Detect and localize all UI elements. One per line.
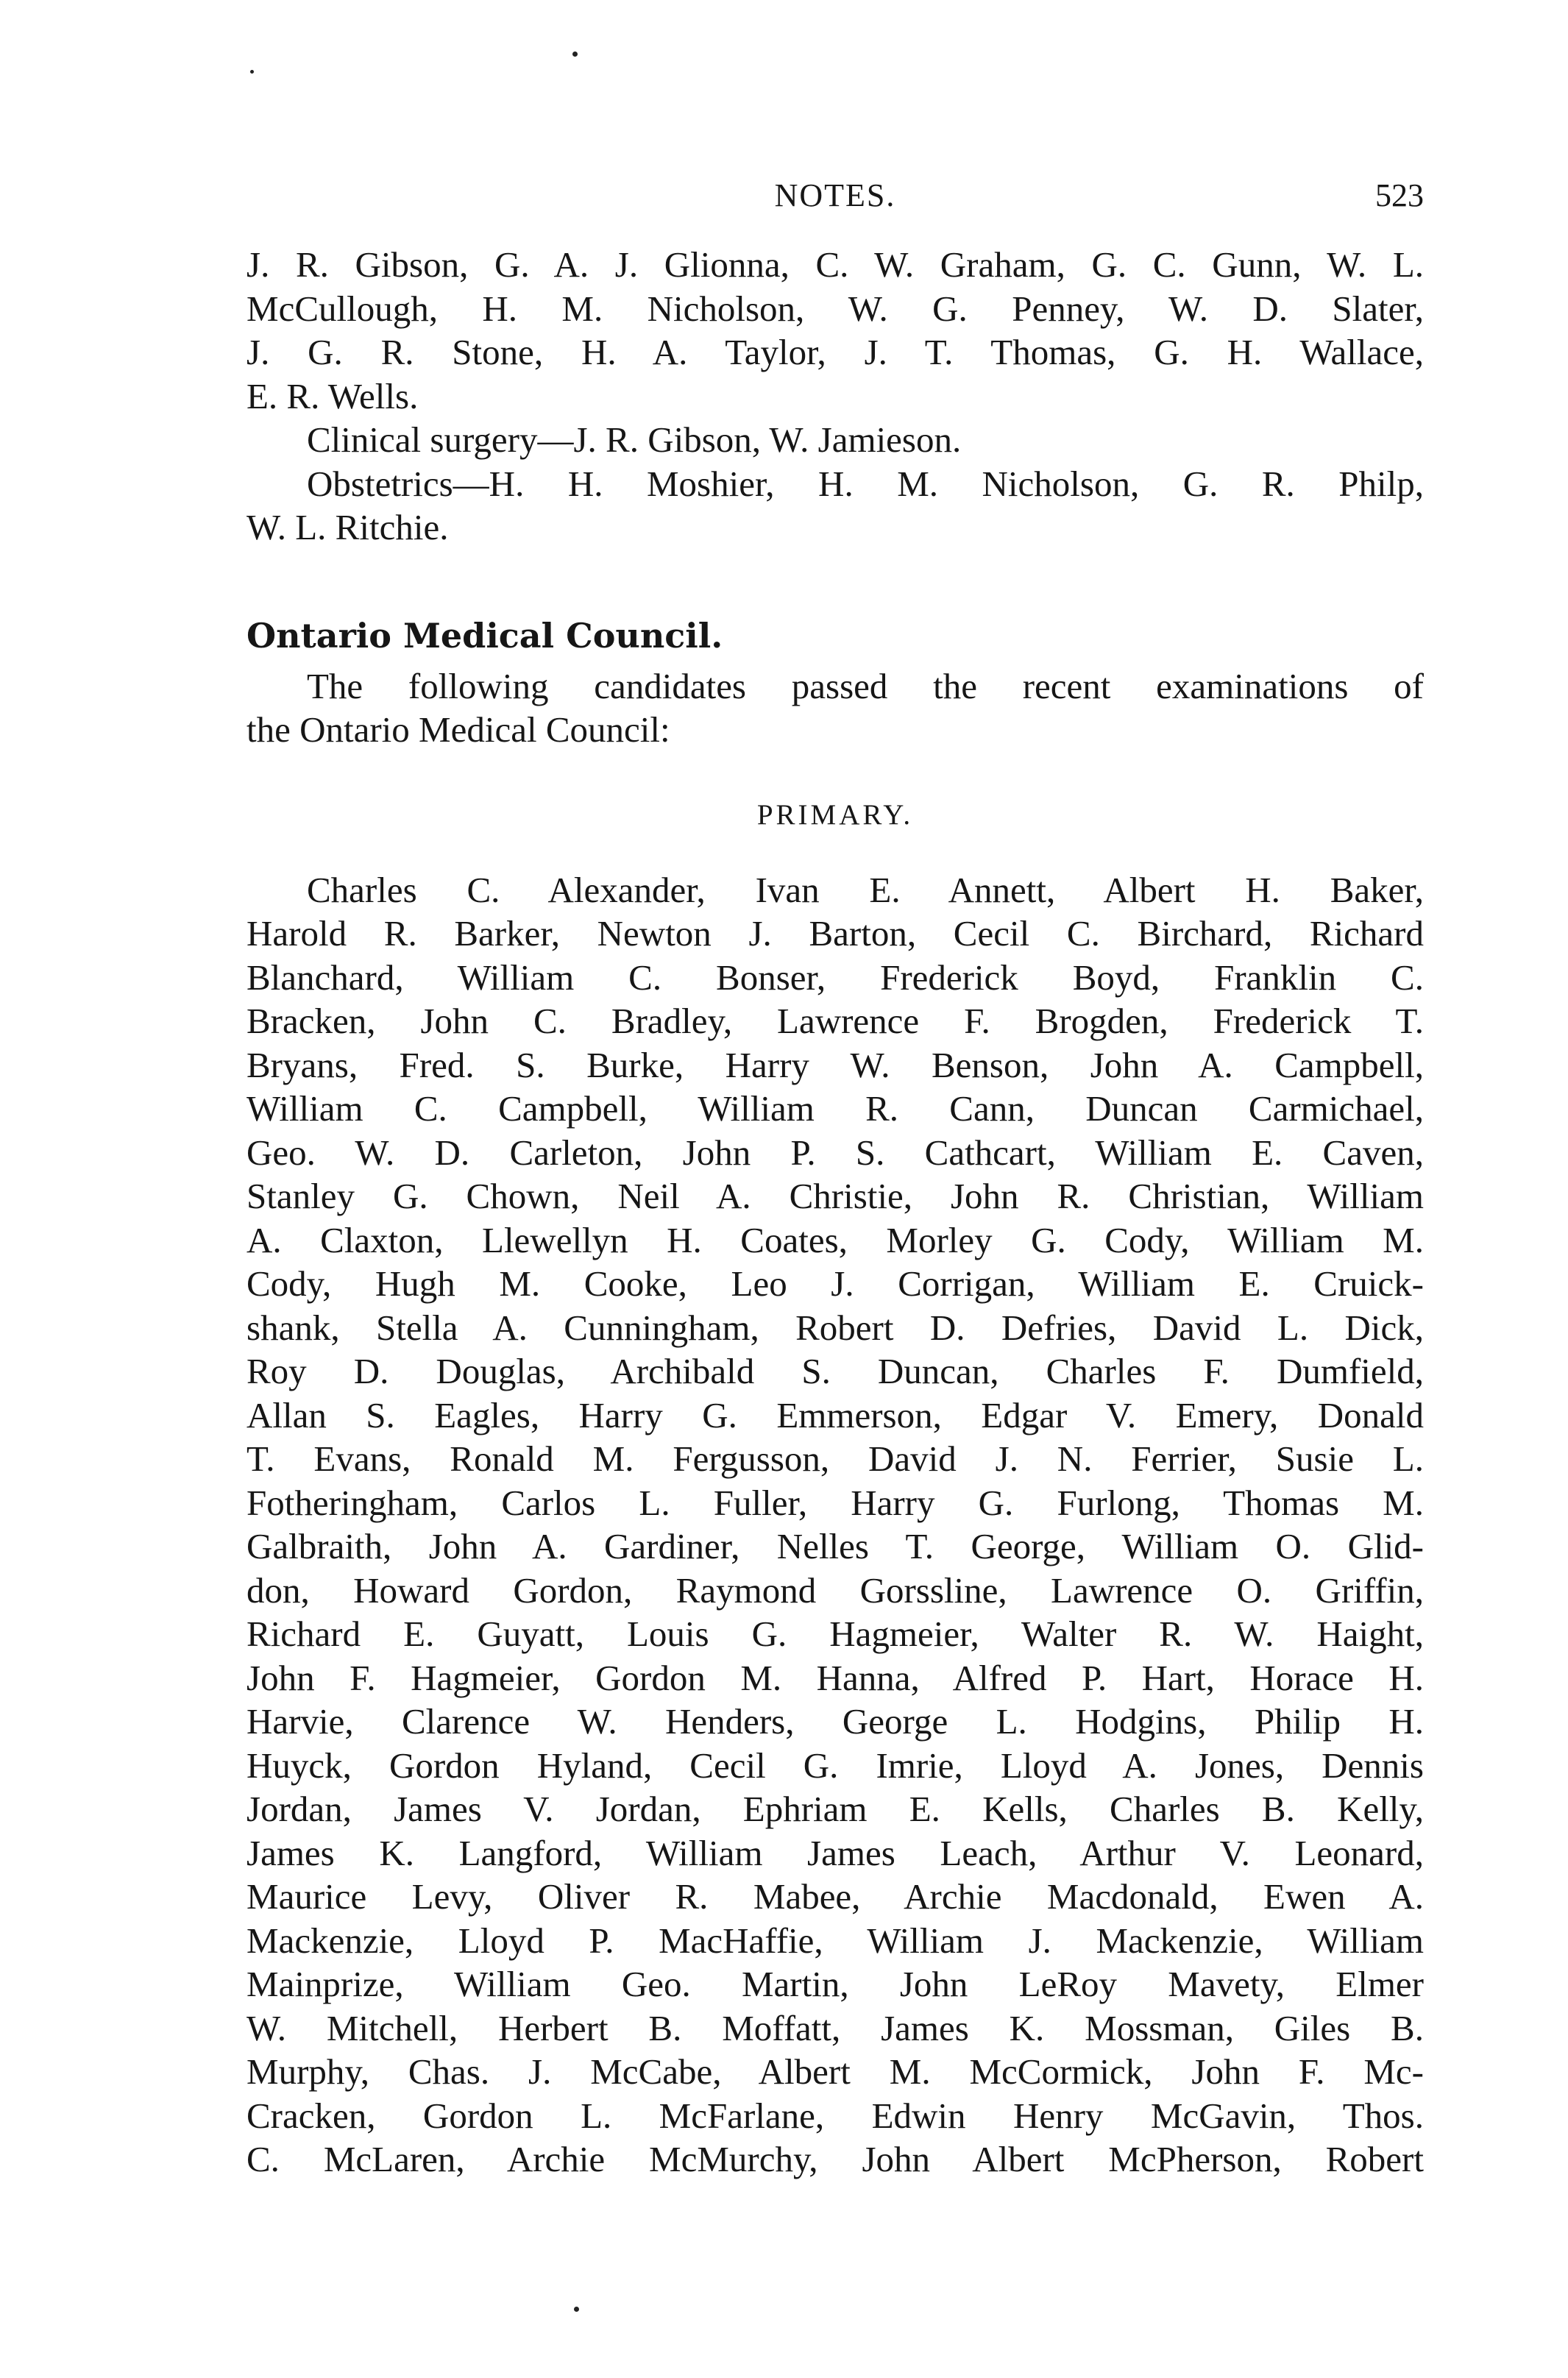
speck-mark — [250, 70, 254, 74]
running-head — [246, 177, 1424, 243]
names-line: Jordan, James V. Jordan, Ephriam E. Kells, Charles B. Kelly, — [246, 1789, 1424, 1829]
speck-mark — [572, 52, 578, 57]
names-line: John F. Hagmeier, Gordon M. Hanna, Alfred P. Hart, Horace H. — [246, 1657, 1424, 1698]
section-intro-line: the Ontario Medical Council: — [246, 709, 670, 750]
names-line: Allan S. Eagles, Harry G. Emmerson, Edgar V. Emery, Donald — [246, 1394, 1424, 1435]
obstetrics-line: Obstetrics—H. H. Moshier, H. M. Nicholson, G. R. Philp, — [307, 463, 1424, 504]
names-line: don, Howard Gordon, Raymond Gorssline, Lawrence O. Griffin, — [246, 1569, 1424, 1611]
names-line: Charles C. Alexander, Ivan E. Annett, Albert H. Baker, — [307, 869, 1424, 910]
names-line: Harvie, Clarence W. Henders, George L. Hodgins, Philip H. — [246, 1701, 1424, 1742]
names-line: Huyck, Gordon Hyland, Cecil G. Imrie, Lloyd A. Jones, Dennis — [246, 1745, 1424, 1786]
speck-mark — [574, 2307, 579, 2312]
text-line: J. G. R. Stone, H. A. Taylor, J. T. Thomas, G. H. Wallace, — [246, 332, 1424, 372]
names-line: shank, Stella A. Cunningham, Robert D. Defries, David L. Dick, — [246, 1307, 1424, 1348]
names-line: Murphy, Chas. J. McCabe, Albert M. McCormick, John F. Mc- — [246, 2051, 1424, 2092]
names-line: Cracken, Gordon L. McFarlane, Edwin Henry McGavin, Thos. — [246, 2095, 1424, 2136]
names-line: T. Evans, Ronald M. Fergusson, David J. N. Ferrier, Susie L. — [246, 1438, 1424, 1479]
names-line: William C. Campbell, William R. Cann, Duncan Carmichael, — [246, 1088, 1424, 1129]
names-line: Galbraith, John A. Gardiner, Nelles T. George, William O. Glid- — [246, 1526, 1424, 1566]
running-title: NOTES. — [774, 177, 896, 213]
names-line: Bryans, Fred. S. Burke, Harry W. Benson, John A. Campbell, — [246, 1044, 1424, 1085]
names-line: Fotheringham, Carlos L. Fuller, Harry G. Furlong, Thomas M. — [246, 1482, 1424, 1523]
names-line: Bracken, John C. Bradley, Lawrence F. Brogden, Frederick T. — [246, 1001, 1424, 1041]
names-line: C. McLaren, Archie McMurchy, John Albert McPherson, Robert — [246, 2139, 1424, 2179]
text-line: J. R. Gibson, G. A. J. Glionna, C. W. Graham, G. C. Gunn, W. L. — [246, 244, 1424, 285]
names-line: Cody, Hugh M. Cooke, Leo J. Corrigan, William E. Cruick- — [246, 1263, 1424, 1304]
text-line: E. R. Wells. — [246, 375, 419, 416]
names-line: Mainprize, William Geo. Martin, John LeRoy Mavety, Elmer — [246, 1964, 1424, 2004]
clinical-surgery-line: Clinical surgery—J. R. Gibson, W. Jamieson. — [307, 419, 962, 460]
names-line: Richard E. Guyatt, Louis G. Hagmeier, Walter R. W. Haight, — [246, 1614, 1424, 1654]
page-number: 523 — [1375, 177, 1424, 213]
names-line: Stanley G. Chown, Neil A. Christie, John R. Christian, William — [246, 1176, 1424, 1216]
names-line: Maurice Levy, Oliver R. Mabee, Archie Macdonald, Ewen A. — [246, 1876, 1424, 1917]
names-line: Roy D. Douglas, Archibald S. Duncan, Charles F. Dumfield, — [246, 1351, 1424, 1391]
section-gap — [246, 550, 1424, 613]
names-line: A. Claxton, Llewellyn H. Coates, Morley G. Cody, William M. — [246, 1219, 1424, 1260]
names-line: Mackenzie, Lloyd P. MacHaffie, William J. Mackenzie, William — [246, 1920, 1424, 1961]
names-line: Harold R. Barker, Newton J. Barton, Cecil C. Birchard, Richard — [246, 913, 1424, 954]
names-line: W. Mitchell, Herbert B. Moffatt, James K. Mossman, Giles B. — [246, 2007, 1424, 2048]
section-heading: Ontario Medical Council. — [246, 615, 723, 656]
names-line: James K. Langford, William James Leach, Arthur V. Leonard, — [246, 1832, 1424, 1873]
names-line: Blanchard, William C. Bonser, Frederick Boyd, Franklin C. — [246, 956, 1424, 998]
primary-subheading: PRIMARY. — [756, 798, 914, 831]
section-intro-line: The following candidates passed the recent examinations of — [307, 665, 1424, 706]
obstetrics-line: W. L. Ritchie. — [246, 507, 449, 547]
names-line: Geo. W. D. Carleton, John P. S. Cathcart, William E. Caven, — [246, 1132, 1424, 1173]
body-text — [246, 243, 1424, 2182]
text-line: McCullough, H. M. Nicholson, W. G. Penney, W. D. Slater, — [246, 288, 1424, 329]
page — [246, 177, 1424, 2182]
